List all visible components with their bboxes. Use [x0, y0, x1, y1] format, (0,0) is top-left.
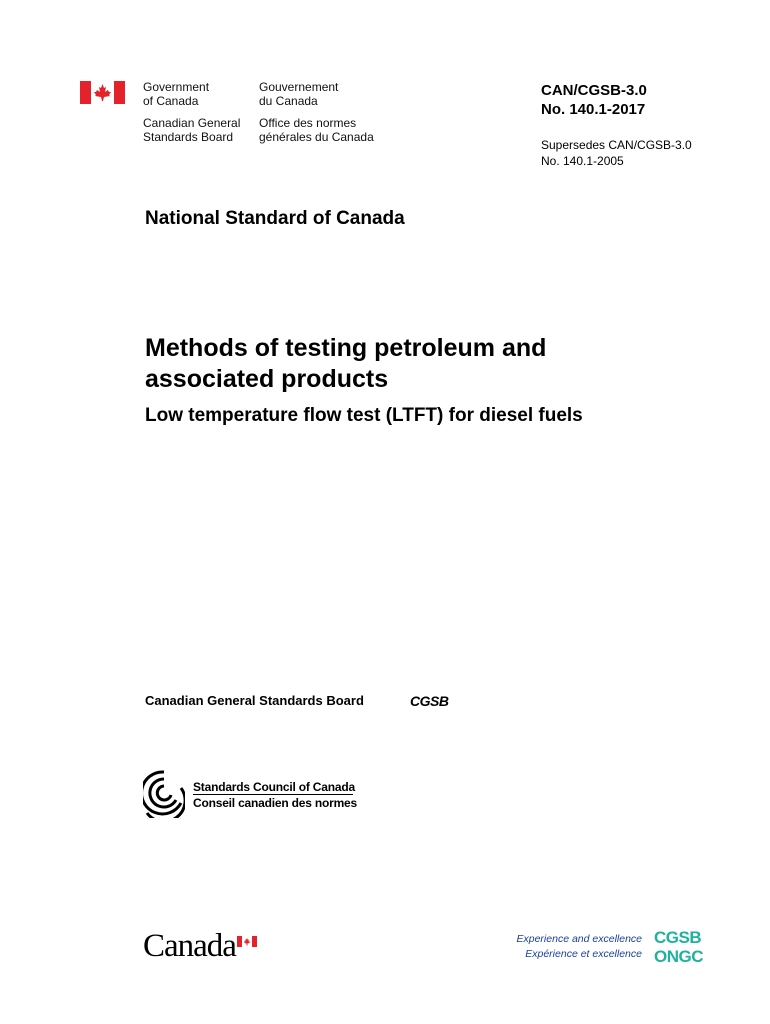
cgsb-fr-line1: Office des normes — [259, 116, 357, 130]
logo-cgsb: CGSB — [654, 928, 702, 947]
tagline-fr: Expérience et excellence — [525, 948, 642, 960]
cgsb-name-fr — [259, 116, 374, 144]
cgsb-fr-line2: générales du Canada — [259, 130, 374, 144]
supersedes-note — [541, 137, 692, 169]
scc-name — [193, 779, 357, 811]
cgsb-logo: CGSB — [410, 693, 449, 709]
supersedes-line1: Supersedes CAN/CGSB-3.0 — [541, 138, 692, 152]
cgsb-en-line1: Canadian General — [143, 116, 241, 130]
canada-wordmark: Canada — [143, 928, 236, 964]
cgsb-name-en — [143, 116, 240, 144]
government-of-canada-en — [143, 80, 209, 108]
title-line1: Methods of testing petroleum and — [145, 334, 547, 362]
scc-divider — [193, 794, 353, 795]
canada-flag-icon — [80, 81, 125, 104]
national-standard-heading: National Standard of Canada — [145, 208, 405, 229]
scc-name-en: Standards Council of Canada — [193, 780, 355, 794]
title-line2: associated products — [145, 365, 389, 393]
tagline-en: Experience and excellence — [516, 933, 642, 945]
cgsb-ongc-logo — [654, 928, 703, 966]
designation-line1: CAN/CGSB-3.0 — [541, 82, 647, 99]
wordmark-flag-icon — [237, 936, 257, 947]
publisher-name: Canadian General Standards Board — [145, 693, 364, 708]
scc-name-fr: Conseil canadien des normes — [193, 796, 357, 810]
scc-spiral-icon — [143, 768, 185, 818]
tagline — [470, 932, 642, 962]
designation-line2: No. 140.1-2017 — [541, 101, 646, 118]
gov-fr-line1: Gouvernement — [259, 80, 339, 94]
cgsb-en-line2: Standards Board — [143, 130, 234, 144]
supersedes-line2: No. 140.1-2005 — [541, 154, 624, 168]
standard-designation — [541, 81, 647, 119]
document-subtitle: Low temperature flow test (LTFT) for diesel fuels — [145, 405, 583, 426]
logo-ongc: ONGC — [654, 947, 703, 966]
gov-en-line2: of Canada — [143, 94, 199, 108]
gov-en-line1: Government — [143, 80, 210, 94]
government-of-canada-fr — [259, 80, 338, 108]
gov-fr-line2: du Canada — [259, 94, 318, 108]
document-title — [145, 333, 546, 395]
